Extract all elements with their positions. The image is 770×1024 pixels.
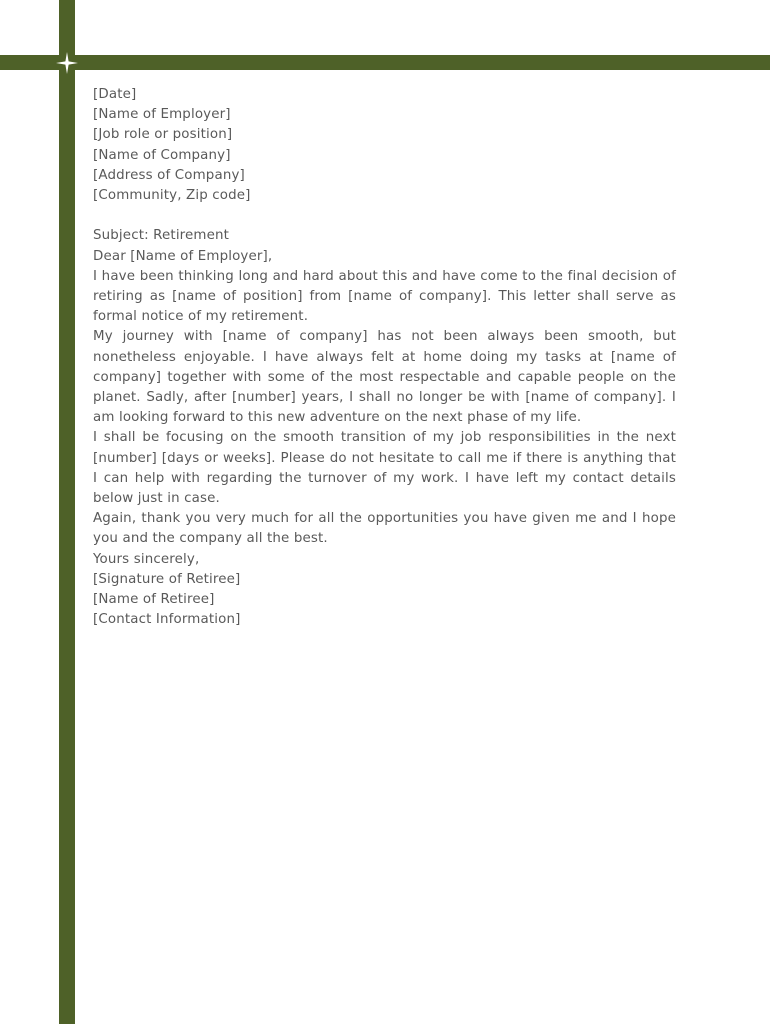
- letter-paragraph: Again, thank you very much for all the opportunities you have given me and I hope you and the company all the best.: [93, 511, 676, 547]
- signature-line: [Contact Information]: [93, 612, 241, 628]
- letter-paragraph: I shall be focusing on the smooth transition of my job responsibilities in the next [number] [days or weeks]. Please do not hesitate to call me if there is anything that I can help with regarding the turnover of my work. I have left my contact details below just in case.: [93, 430, 676, 507]
- recipient-line: [Name of Employer]: [93, 107, 231, 123]
- letter-closing: Yours sincerely,: [93, 551, 200, 567]
- signature-line: [Name of Retiree]: [93, 592, 215, 608]
- letter-body: [93, 85, 676, 630]
- letter-salutation: Dear [Name of Employer],: [93, 248, 273, 264]
- signature-line: [Signature of Retiree]: [93, 571, 241, 587]
- letter-subject: Subject: Retirement: [93, 228, 230, 244]
- letter-paragraph: My journey with [name of company] has not been always been smooth, but nonetheless enjoyable. I have always felt at home doing my tasks at [name of company] together with some of the most respectable and capable people on the planet. Sadly, after [number] years, I shall no longer be with [name of company]. I am looking forward to this new adventure on the next phase of my life.: [93, 329, 676, 426]
- recipient-line: [Job role or position]: [93, 127, 233, 143]
- signature-block: [93, 570, 676, 631]
- recipient-line: [Address of Company]: [93, 167, 245, 183]
- recipient-block: [93, 105, 676, 206]
- letter-paragraph: I have been thinking long and hard about this and have come to the final decision of retiring as [name of position] from [name of company]. This letter shall serve as formal notice of my retirement.: [93, 268, 676, 325]
- recipient-line: [Name of Company]: [93, 147, 231, 163]
- recipient-line: [Community, Zip code]: [93, 188, 251, 204]
- vertical-accent-bar: [59, 0, 75, 1024]
- sparkle-icon: [55, 51, 79, 75]
- horizontal-accent-bar: [0, 55, 770, 70]
- letter-date: [Date]: [93, 87, 137, 102]
